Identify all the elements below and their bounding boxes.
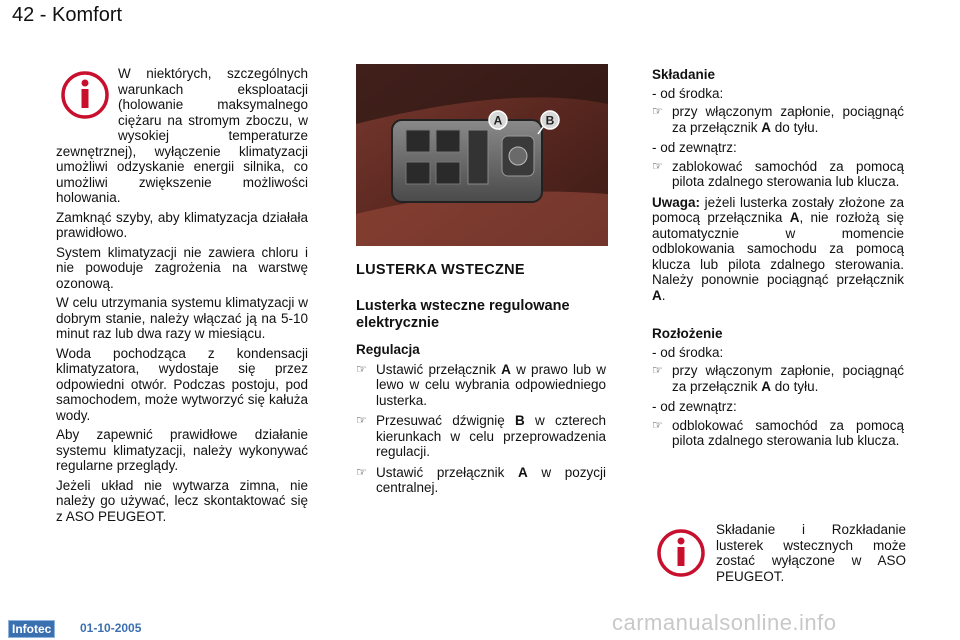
paragraph: Woda pochodząca z kondensacji klimatyzatora, wydostaje się przez odpowiedni otwór. Podczas postoju, pod samochodem, może wytworzyć się kałuża wody. bbox=[56, 345, 308, 423]
section-title: LUSTERKA WSTECZNE bbox=[356, 262, 525, 278]
list-item: ☞ przy włączonym zapłonie, pociągnąć za przełącznik A do tyłu. bbox=[652, 363, 904, 394]
list-item: ☞ odblokować samochód za pomocą pilota zdalnego sterowania lub klucza. bbox=[652, 417, 904, 448]
left-column bbox=[56, 66, 308, 528]
pointing-hand-icon: ☞ bbox=[356, 361, 367, 376]
paragraph: W niektórych, szczególnych warunkach eksploatacji (holowanie maksymalnego ciężaru na stromym zboczu, w wysokiej temperaturze zewnętrznej), wyłączenie klimatyzacji umożliwi odzyskanie energii silnika, co umożliwi zwiększenie możliwości holowania. bbox=[56, 66, 308, 205]
paragraph: Jeżeli układ nie wytwarza zimna, nie należy go używać, lecz skontaktować się z ASO PEUGEOT. bbox=[56, 477, 308, 524]
footer-date: 01-10-2005 bbox=[80, 621, 142, 635]
list-item: ☞ Ustawić przełącznik A w pozycji centralnej. bbox=[356, 464, 606, 495]
pointing-hand-icon: ☞ bbox=[356, 464, 367, 479]
pointing-hand-icon: ☞ bbox=[652, 104, 663, 118]
page-title: 42 - Komfort bbox=[12, 4, 123, 26]
from-outside-label: - od zewnątrz: bbox=[652, 140, 737, 155]
paragraph: W celu utrzymania systemu klimatyzacji w dobrym stanie, należy włączać ją na 5-10 minut raz lub dwa razy w miesiącu. bbox=[56, 295, 308, 341]
info-icon bbox=[656, 528, 706, 578]
watermark: carmanualsonline.info bbox=[612, 610, 837, 635]
pointing-hand-icon: ☞ bbox=[652, 158, 663, 173]
label-b: B bbox=[545, 113, 555, 128]
paragraph: Zamknąć szyby, aby klimatyzacja działała prawidłowo. bbox=[56, 209, 308, 240]
list-item: ☞ Przesuwać dźwignię B w czterech kierunkach w celu przeprowadzenia regulacji. bbox=[356, 413, 606, 459]
paragraph: Aby zapewnić prawidłowe działanie systemu klimatyzacji, należy wykonywać regularne przeglądy. bbox=[56, 427, 308, 473]
note-paragraph: Uwaga: jeżeli lusterka zostały złożone za pomocą przełącznika A, nie rozłożą się automatycznie w momencie odblokowania samochodu za pomocą klucza lub pilota zdalnego sterowania. Należy ponownie pociągnąć przełącznik A. bbox=[652, 194, 904, 303]
pointing-hand-icon: ☞ bbox=[356, 413, 367, 427]
pointing-hand-icon: ☞ bbox=[652, 417, 663, 432]
list-item: ☞ Ustawić przełącznik A w prawo lub w lewo w celu wybrania odpowiedniego lusterka. bbox=[356, 361, 606, 408]
door-controls-photo bbox=[356, 64, 608, 246]
fold-heading: Składanie bbox=[652, 67, 716, 82]
infotec-logo: Infotec bbox=[8, 620, 55, 638]
from-outside-label: - od zewnątrz: bbox=[652, 399, 737, 414]
list-item: ☞ zablokować samochód za pomocą pilota zdalnego sterowania lub klucza. bbox=[652, 158, 904, 189]
label-a: A bbox=[493, 113, 503, 128]
from-inside-label: - od środka: bbox=[652, 85, 724, 101]
middle-column bbox=[356, 342, 606, 501]
unfold-heading: Rozłożenie bbox=[652, 326, 723, 341]
paragraph: System klimatyzacji nie zawiera chloru i nie powoduje zagrożenia na warstwę ozonową. bbox=[56, 244, 308, 291]
right-column bbox=[652, 67, 904, 454]
pointing-hand-icon: ☞ bbox=[652, 363, 663, 377]
sub-title: Lusterka wsteczne regulowane elektrycznie bbox=[356, 298, 570, 331]
from-inside-label: - od środka: bbox=[652, 344, 724, 360]
info-note: Składanie i Rozkładanie lusterek wstecznych może zostać wyłączone w ASO PEUGEOT. bbox=[716, 522, 906, 584]
regulation-heading: Regulacja bbox=[356, 342, 420, 357]
list-item: ☞ przy włączonym zapłonie, pociągnąć za przełącznik A do tyłu. bbox=[652, 104, 904, 135]
